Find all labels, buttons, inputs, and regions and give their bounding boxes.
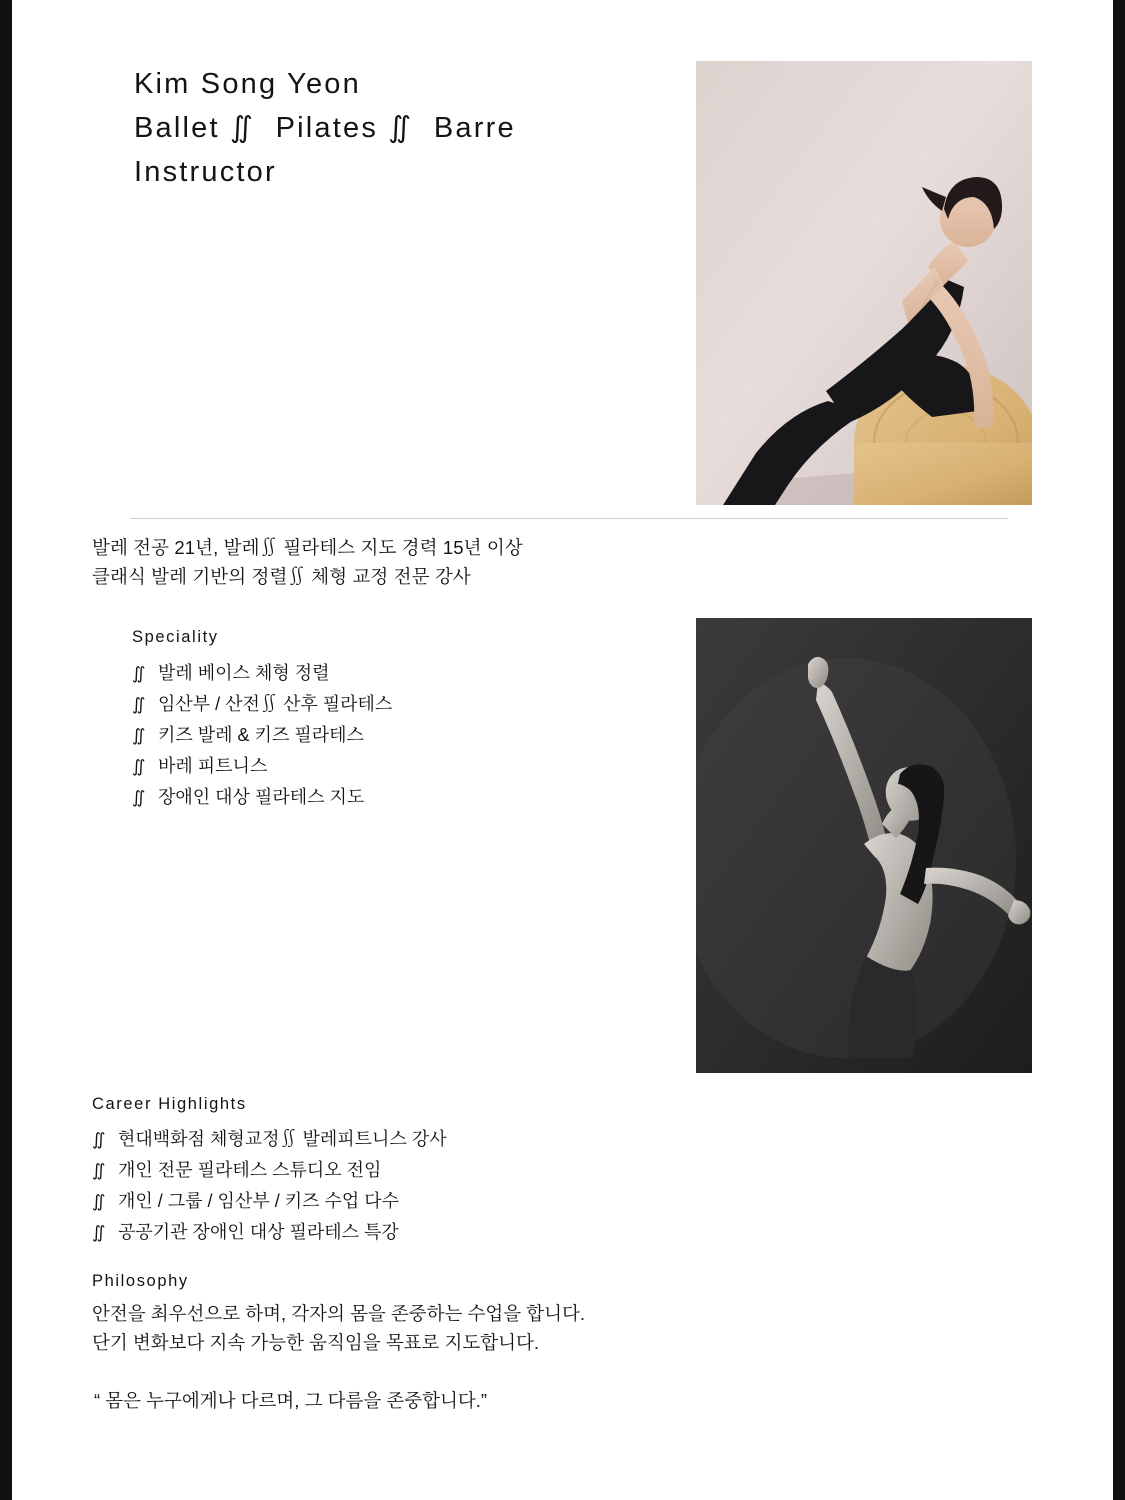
intro-line-2: 클래식 발레 기반의 정렬∬ 체형 교정 전문 강사	[92, 566, 471, 587]
bullet-icon: ∬	[132, 788, 146, 807]
bullet-icon: ∬	[92, 1161, 106, 1180]
bullet-icon: ∬	[92, 1130, 106, 1149]
career-heading: Career Highlights	[92, 1095, 247, 1113]
list-item	[92, 1186, 692, 1217]
philosophy-quote: “ 몸은 누구에게나 다르며, 그 다름을 존중합니다.”	[94, 1390, 487, 1411]
speciality-section	[132, 628, 652, 813]
list-item	[92, 1217, 692, 1248]
intro-paragraph	[92, 533, 672, 591]
philosophy-heading: Philosophy	[92, 1272, 189, 1290]
career-item-3: 개인 / 그룹 / 임산부 / 키즈 수업 다수	[118, 1191, 400, 1211]
page-edge-right	[1113, 0, 1125, 1500]
philosophy-line-2: 단기 변화보다 지속 가능한 움직임을 목표로 지도합니다.	[92, 1332, 540, 1353]
speciality-item-2: 임산부 / 산전∬ 산후 필라테스	[158, 694, 393, 714]
bullet-icon: ∬	[132, 664, 146, 683]
speciality-heading: Speciality	[132, 628, 219, 646]
bullet-icon: ∬	[132, 695, 146, 714]
speciality-item-5: 장애인 대상 필라테스 지도	[158, 787, 365, 807]
career-item-2: 개인 전문 필라테스 스튜디오 전임	[118, 1160, 382, 1180]
page-title	[134, 62, 674, 194]
speciality-item-3: 키즈 발레 & 키즈 필라테스	[158, 725, 364, 745]
list-item	[132, 751, 652, 782]
portrait-illustration	[696, 61, 1032, 505]
bullet-icon: ∬	[132, 726, 146, 745]
title-line-3: Instructor	[134, 156, 277, 188]
list-item	[132, 689, 652, 720]
bullet-icon: ∬	[132, 757, 146, 776]
ballet-dancer-photo	[696, 618, 1032, 1073]
bullet-icon: ∬	[92, 1223, 106, 1242]
instructor-portrait-photo	[696, 61, 1032, 505]
page-edge-left	[0, 0, 12, 1500]
speciality-item-4: 바레 피트니스	[158, 756, 268, 776]
intro-line-1: 발레 전공 21년, 발레∬ 필라테스 지도 경력 15년 이상	[92, 537, 523, 558]
list-item	[132, 782, 652, 813]
section-divider	[130, 518, 1008, 519]
list-item	[92, 1155, 692, 1186]
bullet-icon: ∬	[92, 1192, 106, 1211]
dancer-illustration	[696, 618, 1032, 1073]
career-item-4: 공공기관 장애인 대상 필라테스 특강	[118, 1222, 399, 1242]
list-item	[132, 720, 652, 751]
page-sheet	[12, 0, 1113, 1500]
list-item	[132, 658, 652, 689]
speciality-item-1: 발레 베이스 체형 정렬	[158, 663, 330, 683]
philosophy-line-1: 안전을 최우선으로 하며, 각자의 몸을 존중하는 수업을 합니다.	[92, 1303, 586, 1324]
list-item	[92, 1124, 692, 1155]
philosophy-section	[92, 1272, 732, 1357]
career-item-1: 현대백화점 체형교정∬ 발레피트니스 강사	[118, 1129, 447, 1149]
career-section	[92, 1095, 692, 1248]
title-line-1: Kim Song Yeon	[134, 68, 361, 100]
title-line-2: Ballet ∬ Pilates ∬ Barre	[134, 112, 516, 144]
